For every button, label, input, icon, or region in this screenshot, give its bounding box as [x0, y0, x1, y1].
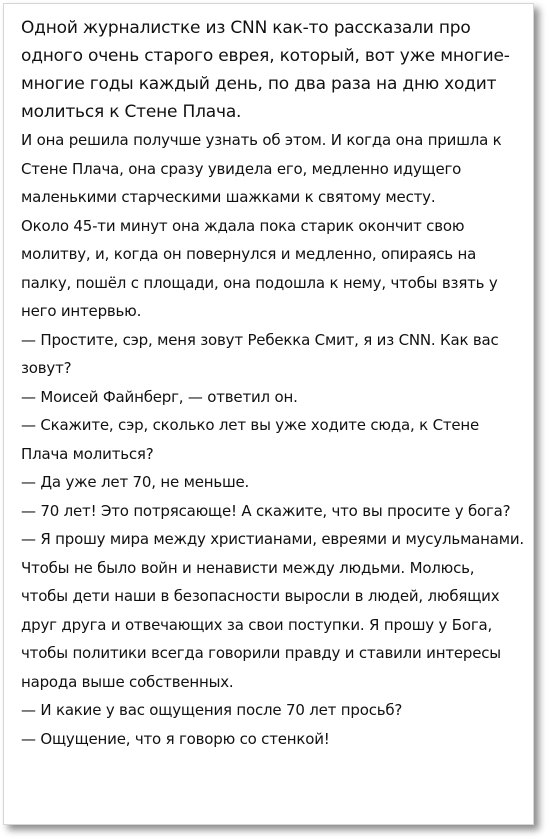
dialogue-line: — Да уже лет 70, не меньше. — [21, 473, 250, 491]
dialogue-line: — Моисей Файнберг, — ответил он. — [21, 387, 298, 406]
dialogue-punchline: — Ощущение, что я говорю со стенкой! — [21, 729, 330, 748]
paragraph-wait: Около 45-ти минут она ждала пока старик окончит свою молитву, и, когда он повернулся и медленно, опираясь на палку, пошёл с площади, она подошла к нему, чтобы взять у него интервью. — [21, 216, 498, 320]
story-card — [3, 3, 534, 825]
dialogue-line: — 70 лет! Это потрясающе! А скажите, что вы просите у бога? — [21, 501, 511, 520]
paragraph-intro: Одной журналистке из CNN как-то рассказали про одного очень старого еврея, который, вот уже многие-многие годы каждый день, по два раза на дню ходит молиться к Стене Плача. — [21, 18, 510, 122]
paragraph-visit: И она решила получше узнать об этом. И когда она пришла к Стене Плача, она сразу увидела его, медленно идущего маленькими старческими шажками к святому месту. — [21, 131, 502, 206]
dialogue-line: — Простите, сэр, меня зовут Ребекка Смит, я из CNN. Как вас зовут? — [21, 330, 499, 377]
story-text — [21, 14, 525, 753]
dialogue-line: — И какие у вас ощущения после 70 лет просьб? — [21, 701, 403, 719]
dialogue-line: — Я прошу мира между христианами, евреями и мусульманами. Чтобы не было войн и ненависти между людьми. Молюсь, чтобы дети наши в безопасности выросли в людей, любящих друг друга и отвечающих за свои поступки. Я прошу у Бога, чтобы политики всегда говорили правду и ставили интересы народа выше собственных. — [21, 530, 525, 691]
dialogue-line: — Скажите, сэр, сколько лет вы уже ходите сюда, к Стене Плача молиться? — [21, 416, 480, 463]
